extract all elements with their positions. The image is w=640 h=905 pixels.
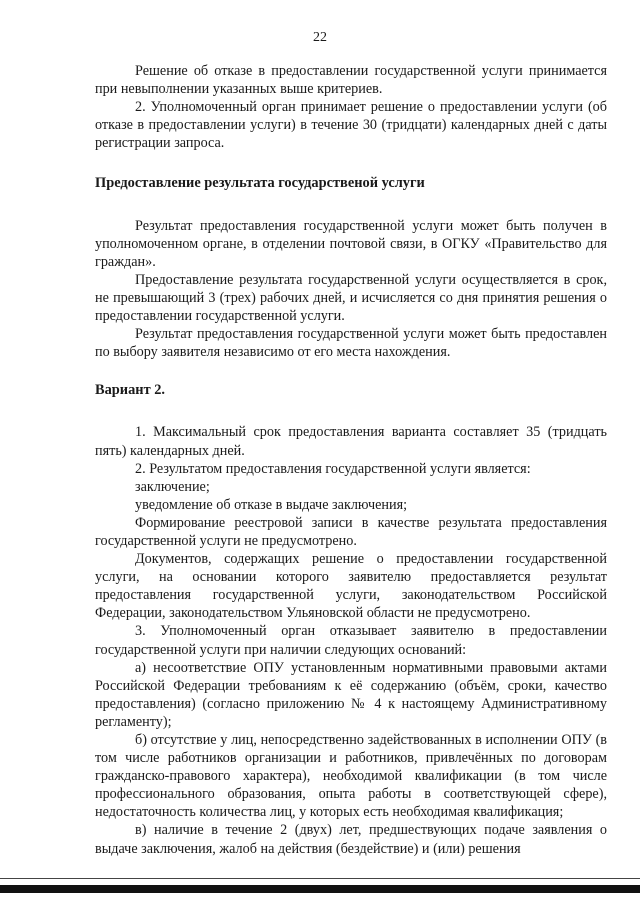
- paragraph: 2. Результатом предоставления государственной услуги является:: [135, 460, 531, 477]
- list-item: а) несоответствие ОПУ установленным нормативными правовыми актами Российской Федерации требованиям к её содержанию (объём, сроки, качество предоставления) (согласно приложению № 4 к настоящему Административному регламенту);: [95, 659, 607, 730]
- paragraph: 1. Максимальный срок предоставления варианта составляет 35 (тридцать пять) календарных дней.: [95, 424, 607, 459]
- list-item: б) отсутствие у лиц, непосредственно задействованных в исполнении ОПУ (в том числе работников организации и работников, привлечённых по договорам гражданско-правового характера), необходимой квалификации (в том числе профессионального образования, опыта работы в соответствующей сфере), недостаточность количества лиц, у которых есть необходимая квалификация;: [95, 732, 607, 821]
- page-number: 22: [313, 30, 327, 45]
- paragraph: Результат предоставления государственной услуги может быть получен в уполномоченном органе, в отделении почтовой связи, в ОГКУ «Правительство для граждан».: [95, 217, 607, 270]
- scan-edge-bar: [0, 885, 640, 893]
- paragraph: Формирование реестровой записи в качестве результата предоставления государственной услуги не предусмотрено.: [95, 514, 607, 549]
- paragraph: 3. Уполномоченный орган отказывает заявителю в предоставлении государственной услуги при наличии следующих оснований:: [95, 623, 607, 658]
- paragraph: Решение об отказе в предоставлении государственной услуги принимается при невыполнении указанных выше критериев.: [95, 63, 607, 98]
- scan-edge-line: [0, 878, 640, 879]
- paragraph: Документов, содержащих решение о предоставлении государственной услуги, на основании которого заявителю предоставляется результат предоставления государственной услуги, законодательством Российской Федерации, законодательством Ульяновской области не предусмотрено.: [95, 551, 607, 622]
- section-heading-variant-2: Вариант 2.: [95, 382, 166, 399]
- paragraph: 2. Уполномоченный орган принимает решение о предоставлении услуги (об отказе в предоставлении услуги) в течение 30 (тридцати) календарных дней с даты регистрации запроса.: [95, 99, 607, 152]
- paragraph: Предоставление результата государственной услуги осуществляется в срок, не превышающий 3 (трех) рабочих дней, и исчисляется со дня принятия решения о предоставлении государственной услуги.: [95, 271, 607, 325]
- list-item: в) наличие в течение 2 (двух) лет, предшествующих подаче заявления о выдаче заключения, жалоб на действия (бездействие) и (или) решения: [95, 822, 607, 857]
- list-item: заключение;: [135, 478, 210, 495]
- document-body: [95, 62, 607, 858]
- paragraph: Результат предоставления государственной услуги может быть предоставлен по выбору заявителя независимо от его места нахождения.: [95, 326, 607, 361]
- list-item: уведомление об отказе в выдаче заключения;: [135, 496, 408, 513]
- section-heading-result-delivery: Предоставление результата государственой услуги: [95, 175, 425, 192]
